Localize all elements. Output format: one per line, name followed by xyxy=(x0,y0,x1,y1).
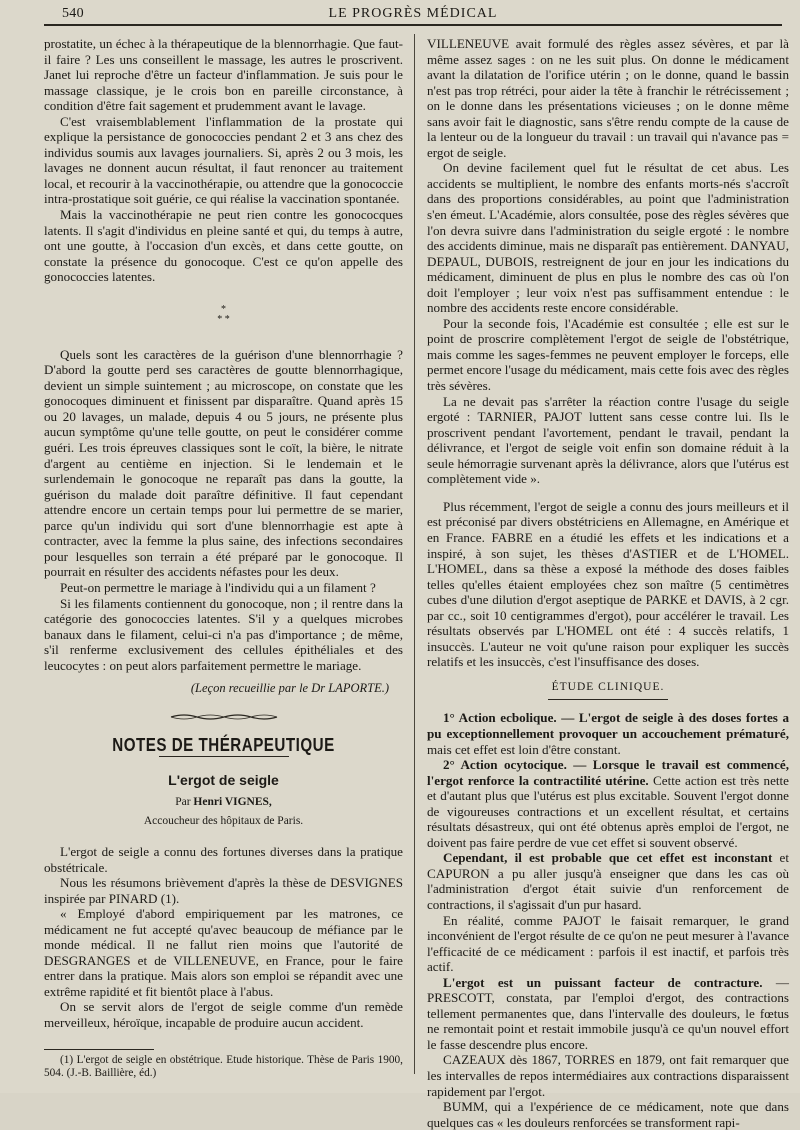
paragraph: L'ergot de seigle a connu des fortunes diverses dans la pratique obstétricale. xyxy=(44,843,403,875)
ornament-divider xyxy=(44,709,403,717)
paragraph: Plus récemment, l'ergot de seigle a connu des jours meilleurs et il est préconisé par divers obstétriciens en Allemagne, en Amérique et en France. FABRE en a étudié les effets et les indications et a inspiré, à son sujet, les thèses d'ASTIER et de L'HOMEL. L'HOMEL, dans sa thèse a exposé la méthode des doses faibles telles qu'elles étaient employées chez son maître (5 centimètres cubes d'une dilution d'ergot aseptique de PARKE et DAVIS, à 2 cgr. par cc., soit 10 centigrammes d'ergot), pour accélérer le travail. Les résultats observés par L'HOMEL ont été : 4 succès relatifs, 1 insuccès. L'auteur ne voit qu'une raison pour expliquer les succès relatifs et les insuccès, c'est l'insuffisance des doses. xyxy=(427,498,789,670)
running-header xyxy=(48,2,778,24)
paragraph: BUMM, qui a l'expérience de ce médicament, note que dans quelques cas « les douleurs renforcées se transforment rapi- xyxy=(427,1099,789,1130)
paragraph: Cependant, il est probable que cet effet est inconstant et CAPURON a pu aller jusqu'à enseigner que dans les cas où l'administration d'ergot était suivie d'un renforcement de contractions, il s'agissait d'un pur hasard. xyxy=(427,850,789,912)
paragraph: VILLENEUVE avait formulé des règles assez sévères, et par là même assez sages : on ne les suit plus. On donne le médicament avant la dilatation de l'orifice utérin ; on le donne, quand le bassin n'est pas trop rétréci, pour aider la tête à franchir le rétrécissement ; on le donne dans les présentations vicieuses ; on le donne même sans avoir fait le diagnostic, sans s'être rendu compte de la cause de la lenteur ou de la longueur du travail : un travail qui n'avance pas = ergot de seigle. xyxy=(427,36,789,160)
section-title: NOTES DE THÉRAPEUTIQUE xyxy=(112,733,335,755)
author-affiliation: Accoucheur des hôpitaux de Paris. xyxy=(143,815,304,828)
footnote-rule xyxy=(44,1049,154,1050)
paragraph: L'ergot est un puissant facteur de contracture. — PRESCOTT, constata, par l'emploi d'ergot, des contractions tellement permanentes que, dans l'intervalle des douleurs, le fœtus ne remontait point et restait immobile jusqu'à ce qu'un nouvel effort le fasse descendre plus encore. xyxy=(427,974,789,1052)
column-divider xyxy=(414,34,415,1074)
right-column xyxy=(427,36,789,1130)
paragraph: C'est vraisemblablement l'inflammation de la prostate qui explique la persistance de gonococcies pendant 2 et 3 ans chez des individus soumis aux lavages journaliers. Si, après 2 ou 3 mois, les lavages ne donnent aucun résultat, il faut renoncer au traitement local, et recourir à la vaccinothérapie, ou attendre que la gonococcie intra-prostatique soit guérie, ce qui réalise la vaccination spontanée. xyxy=(44,113,403,207)
paragraph: Si les filaments contiennent du gonocoque, non ; il rentre dans la catégorie des gonococcies latentes. S'il y a quelques microbes banaux dans le filament, celui-ci n'a pas d'importance ; de même, s'il renferme exclusivement des cellules épithéliales et des leucocytes : on peut alors parfaitement permettre le mariage. xyxy=(44,595,403,673)
paragraph: 2° Action ocytocique. — Lorsque le travail est commencé, l'ergot renforce la contractilité utérine. Cette action est très nette et d'autant plus que l'utérus est plus excitable. Souvent l'ergot donne de vigoureuses contractions et un excellent résultat, et certains résultats désastreux, qui ont été obtenus après emploi de l'ergot, ne doivent pas faire perdre de vue cet effet si souvent observé. xyxy=(427,757,789,850)
paragraph: CAZEAUX dès 1867, TORRES en 1879, ont fait remarquer que les intervalles de repos intermédiaires aux contractions disparaissent rapidement par l'ergot. xyxy=(427,1052,789,1099)
paragraph: On devine facilement quel fut le résultat de cet abus. Les accidents se multiplient, le nombre des enfants morts-nés s'accroît dans des proportions considérables, au point que l'administration s'en émeut. L'Académie, alors consultée, pose des règles sévères que l'on devra suivre dans l'administration du seigle ergoté : le nombre des accidents diminue, mais ne disparaît pas entièrement. DANYAU, DEPAUL, DUBOIS, restreignent de jour en jour les indications du médicament, diminuent de plus en plus le nombre des cas où l'on doit l'employer ; leur voix n'est pas suffisamment entendue : le nombre des accidents reste encore considérable. xyxy=(427,160,789,316)
subsection-rule xyxy=(548,699,668,700)
paragraph: On se servit alors de l'ergot de seigle comme d'un remède merveilleux, héroïque, incapable de produire aucun accident. xyxy=(44,999,403,1030)
left-column xyxy=(44,36,403,1081)
paragraph: prostatite, un échec à la thérapeutique de la blennorrhagie. Que faut-il faire ? Les uns conseillent le massage, les autres le proscrivent. Janet lui reproche d'être un facteur d'inflammation. Je suis pour le massage classique, je le crois bon en pareille circonstance, à condition d'être fait sagement et prudemment avant le lavage. xyxy=(44,36,403,114)
title-rule xyxy=(159,756,289,757)
subsection-title: ÉTUDE CLINIQUE. xyxy=(551,680,665,693)
paragraph: 1° Action ecbolique. — L'ergot de seigle à des doses fortes a pu exceptionnellement provoquer un accouchement prématuré, mais cet effet est loin d'être constant. xyxy=(427,710,789,757)
paragraph: Pour la seconde fois, l'Académie est consultée ; elle est sur le point de proscrire complètement l'ergot de seigle de l'obstétrique, mais comme les sages-femmes ne peuvent employer le forceps, elle permet encore l'usage du médicament, mais cette fois avec des règles très sévères. xyxy=(427,315,789,394)
ornament-icon xyxy=(169,713,279,721)
paragraph: Nous les résumons brièvement d'après la thèse de DESVIGNES inspirée par PINARD (1). xyxy=(44,875,403,906)
article-title: L'ergot de seigle xyxy=(168,772,279,789)
paragraph: Quels sont les caractères de la guérison d'une blennorrhagie ? D'abord la goutte perd ses caractères de goutte blennorrhagique, devient un simple suintement ; au microscope, on constate que les gonocoques diminuent et finissent par disparaître. Quand après 15 ou 20 lavages, un malade, depuis 4 ou 5 jours, ne présente plus aucun symptôme qu'une telle goutte, on peut le considérer comme guéri. Les trois épreuves classiques sont le coït, la bière, le nitrate d'argent au centième en injection. Si le lendemain et le surlendemain le gonocoque ne reparaît pas dans la goutte, la guérison du malade doit paraître définitive. Il faut cependant attendre encore un certain temps pour lui permettre de se marier, parce qu'un individu qui sort d'une blennorrhagie est apte à contracter, avec la femme la plus saine, des infections secondaires pour lesquelles son terrain a été préparé par le gonocoque. Il pourrait en résulter des accidents néfastes pour les deux. xyxy=(44,346,403,580)
paragraph: La ne devait pas s'arrêter la réaction contre l'usage du seigle ergoté : TARNIER, PAJOT luttent sans cesse contre lui. Ils le proscrivent pendant l'avortement, pendant le travail, pendant la délivrance, et l'ergot de seigle voit enfin son domaine réduit à la seule hémorragie survenant après la délivrance, alors que l'utérus est complètement vide ». xyxy=(427,393,789,487)
header-rule xyxy=(44,24,782,26)
paragraph: En réalité, comme PAJOT le faisait remarquer, le grand inconvénient de l'ergot résulte de ce qu'on ne peut mesurer à l'avance l'efficacité de ce médicament : parfois il est inactif, et parfois très actif. xyxy=(427,912,789,975)
page-number: 540 xyxy=(62,6,84,21)
paragraph: Peut-on permettre le mariage à l'individu qui a un filament ? xyxy=(60,579,376,595)
author-name: Henri VIGNES, xyxy=(193,795,272,808)
journal-title: LE PROGRÈS MÉDICAL xyxy=(328,6,498,21)
paragraph: Mais la vaccinothérapie ne peut rien contre les gonococques latents. Il s'agit d'individus en pleine santé et qui, du temps à autre, ont une goutte, à l'occasion d'un excès, et dans cette goutte, on constate la présence du gonocoque. C'est ce qu'on appelle des gonococcies latentes. xyxy=(44,207,403,285)
paragraph: « Employé d'abord empiriquement par les matrones, ce médicament ne fut accepté qu'avec beaucoup de méfiance par le monde médical. Il ne fallut rien moins que l'autorité de DESGRANGES et de VILLENEUVE, en France, pour le faire entrer dans la pratique. Mais alors son emploi se répandit avec une extrême rapidité et fit bientôt place à l'abus. xyxy=(44,906,403,999)
section-asterism: * * * xyxy=(217,303,230,325)
lecture-credit: (Leçon recueillie par le Dr LAPORTE.) xyxy=(190,681,389,696)
footnote: (1) L'ergot de seigle en obstétrique. Etude historique. Thèse de Paris 1900, 504. (J.-B. Baillière, éd.) xyxy=(44,1053,403,1080)
byline: Par Henri VIGNES, xyxy=(175,795,272,808)
